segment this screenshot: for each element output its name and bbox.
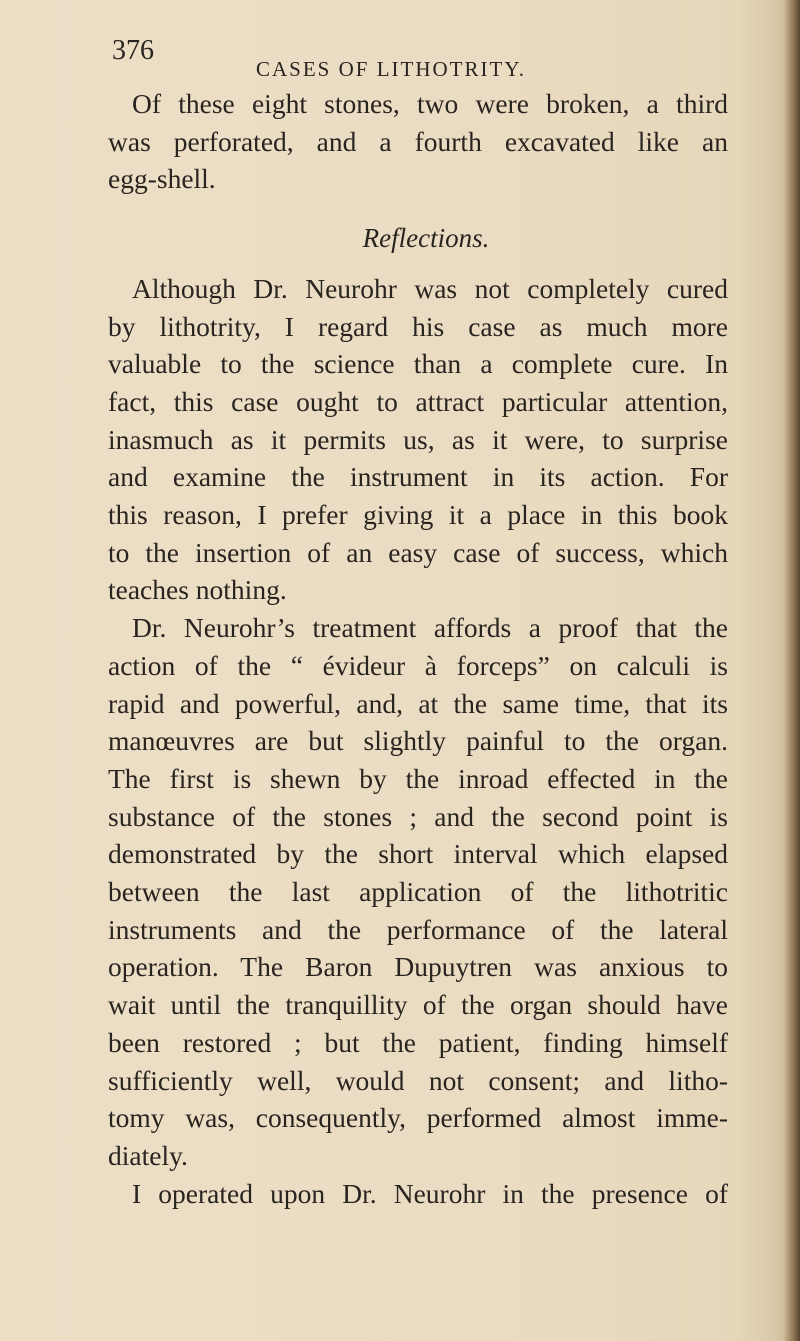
text-line: wait until the tranquillity of the organ should have [108,989,728,1021]
text-line: fact, this case ought to attract particular attention, [108,385,728,417]
text-line: been restored ; but the patient, finding himself [108,1026,728,1058]
page-header [112,35,672,81]
text-line: tomy was, consequently, performed almost imme- [108,1102,728,1134]
paragraph-3 [108,1175,728,1213]
text-line: valuable to the science than a complete cure. In [108,348,728,380]
text-line: egg-shell. [108,163,216,195]
text-line: and examine the instrument in its action. For [108,461,728,493]
text-line: Dr. Neurohr’s treatment affords a proof that the [132,612,728,644]
text-line: was perforated, and a fourth excavated like an [108,125,728,157]
text-line: teaches nothing. [108,574,287,606]
text-line: The first is shewn by the inroad effected in the [108,762,728,794]
text-line: Of these eight stones, two were broken, a third [132,88,728,119]
text-line: sufficiently well, would not consent; and litho- [108,1064,728,1096]
text-line: diately. [108,1139,188,1171]
paragraph-1 [108,270,728,609]
page-edge-shadow [784,0,800,1341]
text-line: Although Dr. Neurohr was not completely cured [132,272,728,304]
text-line: I operated upon Dr. Neurohr in the presence of [132,1177,728,1209]
text-line: by lithotrity, I regard his case as much more [108,310,728,342]
section-heading: Reflections. [362,223,490,254]
text-line: substance of the stones ; and the second point is [108,800,728,832]
page-number: 376 [112,35,154,66]
text-line: this reason, I prefer giving it a place in this book [108,499,728,531]
text-line: rapid and powerful, and, at the same time, that its [108,687,728,719]
text-line: demonstrated by the short interval which elapsed [108,838,728,870]
text-line: action of the “ évideur à forceps” on calculi is [108,649,728,681]
text-line: manœuvres are but slightly painful to the organ. [108,725,728,757]
text-line: operation. The Baron Dupuytren was anxious to [108,951,728,983]
paragraph-2 [108,609,728,1175]
intro-paragraph [108,85,728,198]
text-line: inasmuch as it permits us, as it were, to surprise [108,423,728,455]
text-line: instruments and the performance of the lateral [108,913,728,945]
running-head: CASES OF LITHOTRITY. [256,57,527,81]
body-text [108,85,728,1212]
text-line: to the insertion of an easy case of success, which [108,536,728,568]
text-line: between the last application of the lithotritic [108,876,728,908]
